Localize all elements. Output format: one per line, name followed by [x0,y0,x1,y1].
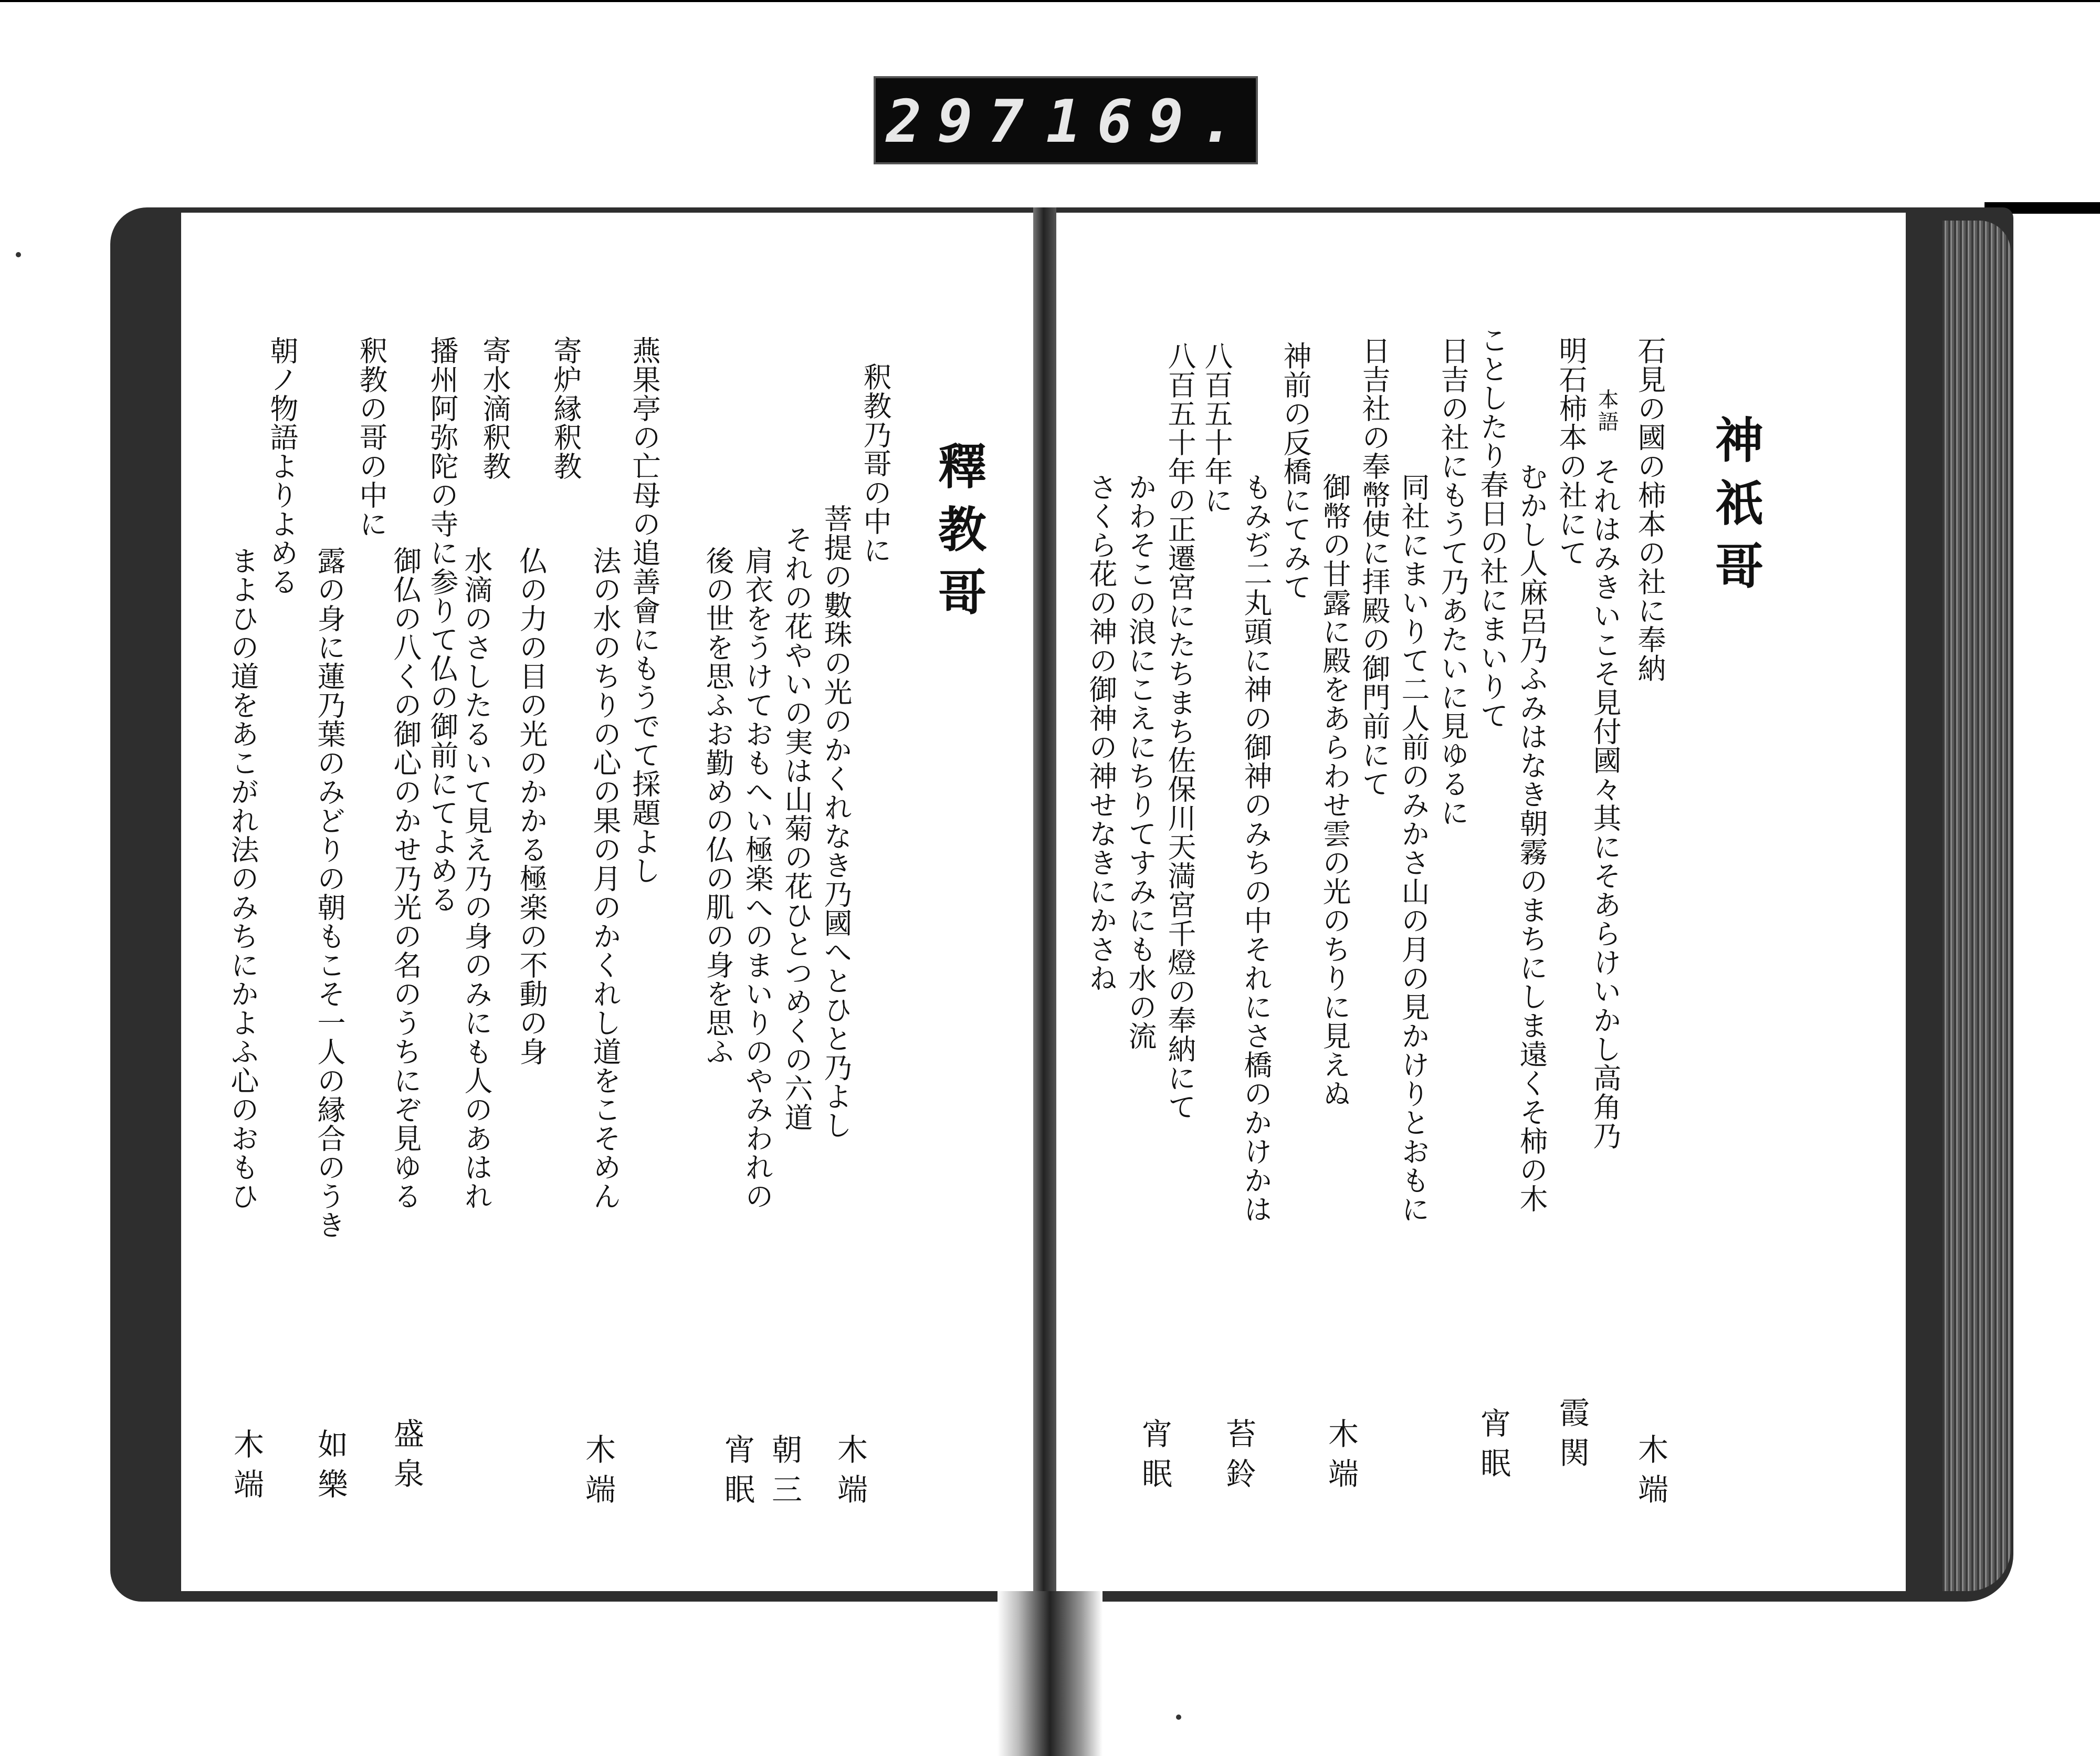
poem-line: 菩提の數珠の光のかくれなき乃國へとひと乃よし [820,504,853,1140]
poem-line: 後の世を思ふお勤めの仏の肌の身を思ふ [701,546,734,1066]
poet-signature: 木端 [580,1434,616,1513]
poem-line: 法の水のちりの心の果の月のかくれし道をこそめん [589,546,622,1210]
poem-line: 神前の反橋にてみて [1279,341,1312,601]
poem-line: 燕果亭の亡母の追善會にもうでて採題よし [628,336,661,885]
poem-line: 日吉の社にもうて乃あたいに見ゆるに [1436,336,1469,827]
poem-note: 本語 [1594,389,1619,433]
scan-speck [1176,1715,1181,1720]
poem-line: 露の身に蓮乃葉のみどりの朝もこそ一人の縁合のうき [313,546,346,1239]
poet-signature: 宵眠 [1137,1418,1172,1498]
poet-signature: 朝三 [766,1434,802,1513]
poem-line: 仏の力の目の光のかかる極楽の不動の身 [515,546,548,1066]
poem-line: 朝ノ物語よりよめる [266,336,299,596]
poem-line: 御仏の八くの御心のかせ乃光の名のうちにぞ見ゆる [389,546,422,1210]
poem-line: 寄炉縁釈教 [549,336,582,480]
poem-line: 肩衣をうけておもへい極楽へのまいりのやみわれの [741,546,774,1210]
poem-line: 釈教の哥の中に [355,336,388,538]
spine-shadow [998,1591,1102,1756]
poem-line: 八百五十年の正遷宮にたちまち佐保川天満宮千燈の奉納にて [1163,341,1196,1121]
poem-line: それの花やいの実は山菊の花ひとつめくの六道 [780,525,813,1132]
poem-line: ことしたり春日の社にまいりて [1476,326,1509,730]
poem-line: 明石柿本の社にて [1555,336,1588,567]
poem-line: 同社にまいりて二人前のみかさ山の月の見かけりとおもに [1397,473,1430,1224]
poem-line: 釈教乃哥の中に [859,362,892,565]
scan-speck [16,252,21,257]
poem-line: さくら花の神の御神の神せなきにかさね [1085,473,1118,992]
scan-top-border [0,0,2100,2]
poet-signature: 苔鈴 [1221,1418,1256,1498]
left-page-title: 釋教哥 [930,441,987,630]
poem-line: 御幣の甘露に殿をあらわせ雲の光のちりに見えぬ [1318,473,1351,1108]
poet-signature: 霞関 [1554,1397,1590,1477]
poet-signature: 木端 [228,1428,264,1508]
book-gutter [1033,207,1056,1604]
poem-line: 寄水滴釈教 [478,336,511,480]
poem-line: 水滴のさしたるいて見え乃の身のみにも人のあはれ [460,546,493,1210]
poet-signature: 宵眠 [1475,1407,1511,1487]
poem-line: むかし人麻呂乃ふみはなき朝霧のまちにしま遠くそ柿の木 [1515,462,1548,1213]
poet-signature: 如樂 [312,1428,348,1508]
poet-signature: 木端 [832,1434,868,1513]
scan-number-label [874,76,1258,164]
poet-signature: 宵眠 [719,1434,755,1513]
poem-line: 日吉社の奉幣使に拝殿の御門前にて [1358,336,1391,798]
poem-line: 石見の國の柿本の社に奉納 [1633,336,1666,683]
poem-line: かわそこの浪にこえにちりてすみにも水の流 [1124,473,1157,1050]
poet-signature: 木端 [1633,1434,1668,1513]
right-page-title: 神祇哥 [1707,415,1764,604]
poem-line: まよひの道をあこがれ法のみちにかよふ心のおもひ [226,546,259,1210]
poem-line: 八百五十年に [1200,341,1233,515]
poet-signature: 木端 [1323,1418,1359,1498]
poem-line: 播州阿弥陀の寺に参りて仏の御前にてよめる [426,336,459,914]
book-fore-edge [1942,221,2011,1591]
poet-signature: 盛泉 [388,1418,424,1498]
scan-number-left: 297 [886,88,1040,156]
poem-line: それはみきいこそ見付國々其にそあらけいかし高角乃 [1589,457,1622,1150]
scan-number-right: 169. [1046,88,1251,156]
poem-line: もみぢ二丸頭に神の御神のみちの中それにさ橋のかけかは [1240,473,1273,1224]
